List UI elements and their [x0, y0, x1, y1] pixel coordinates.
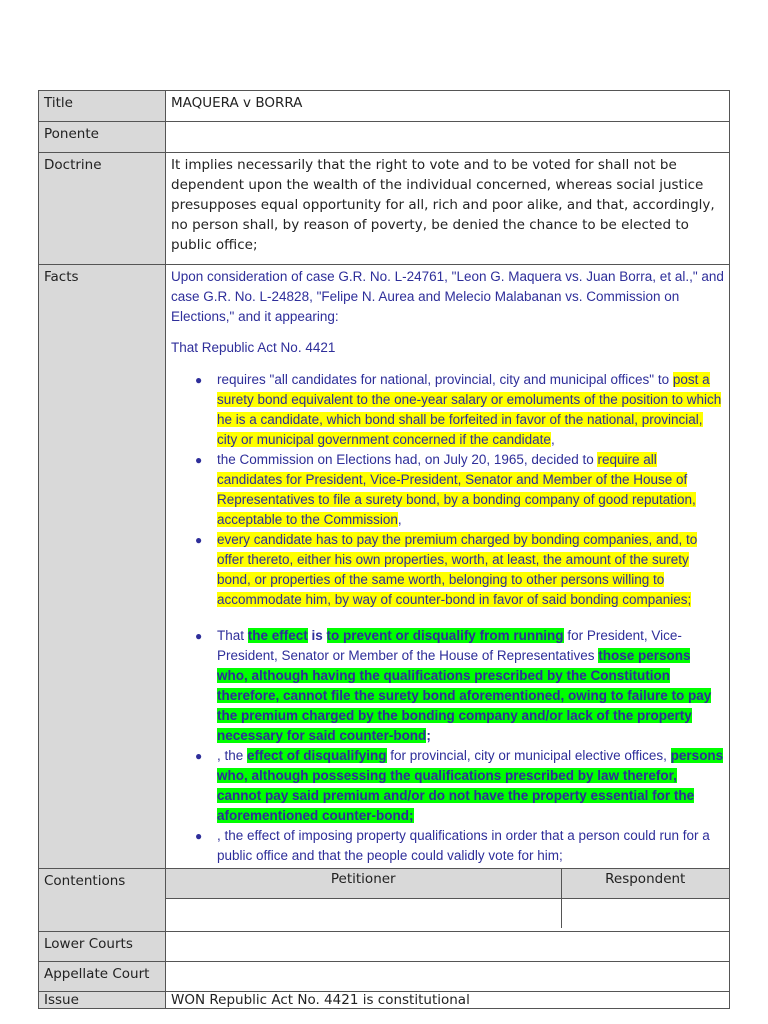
- facts-list-2: [171, 626, 724, 866]
- list-item: ● , the effect of imposing property qualifications in order that a person could run for a public office and that the people could validly vote for him;: [195, 828, 710, 863]
- facts-intro: Upon consideration of case G.R. No. L-24761, "Leon G. Maquera vs. Juan Borra, et al.," and case G.R. No. L-24828, "Felipe N. Aurea and Melecio Malabanan vs. Commission on Elections," and it appearing:: [171, 269, 724, 324]
- list-item: ● the Commission on Elections had, on July 20, 1965, decided to require all candidates for President, Vice-President, Senator and Member of the House of Representatives to file a surety bond, by a bonding company of good reputation, acceptable to the Commission,: [195, 452, 696, 527]
- issue-value: WON Republic Act No. 4421 is constitutional: [166, 992, 730, 1009]
- petitioner-header: Petitioner: [166, 869, 561, 899]
- respondent-contention: [561, 899, 729, 929]
- ponente-value: [166, 122, 730, 153]
- case-title: MAQUERA v BORRA: [166, 91, 730, 122]
- facts-republic-act: That Republic Act No. 4421: [171, 340, 336, 355]
- contentions-label: Contentions: [39, 869, 166, 932]
- bullet-icon: ●: [195, 453, 203, 467]
- appellate-court-value: [166, 962, 730, 992]
- facts-label: Facts: [39, 265, 166, 869]
- title-label: Title: [39, 91, 166, 122]
- list-item: ● requires "all candidates for national, provincial, city and municipal offices" to post a surety bond equivalent to the one-year salary or emoluments of the position to which he is a candidate, which bond shall be forfeited in favor of the national, provincial, city or municipal government concerned if the candidate,: [195, 372, 722, 447]
- issue-label: Issue: [39, 992, 166, 1009]
- bullet-icon: ●: [195, 829, 203, 843]
- doctrine-value: It implies necessarily that the right to vote and to be voted for shall not be dependent upon the wealth of the individual concerned, whereas social justice presupposes equal opportunity for all, rich and poor alike, and that, accordingly, no person shall, by reason of poverty, be denied the chance to be elected to public office;: [166, 153, 730, 265]
- ponente-label: Ponente: [39, 122, 166, 153]
- contentions-grid: [166, 869, 730, 932]
- facts-list-1: [171, 370, 724, 610]
- bullet-icon: ●: [195, 629, 203, 643]
- bullet-icon: ●: [195, 749, 203, 763]
- appellate-court-label: Appellate Court: [39, 962, 166, 992]
- bullet-icon: ●: [195, 373, 203, 387]
- list-item: ● every candidate has to pay the premium charged by bonding companies, and, to offer thereto, either his own properties, worth, at least, the amount of the surety bond, or properties of the same worth, belonging to other persons willing to accommodate him, by way of counter-bond in favor of said bonding companies;: [195, 532, 698, 607]
- doctrine-label: Doctrine: [39, 153, 166, 265]
- respondent-header: Respondent: [561, 869, 729, 899]
- list-item: ● , the effect of disqualifying for provincial, city or municipal elective offices, persons who, although possessing the qualifications prescribed by law therefor, cannot pay said premium and/or do not have the property essential for the aforementioned counter-bond;: [195, 748, 724, 823]
- lower-courts-value: [166, 932, 730, 962]
- case-digest-table: [38, 90, 730, 1009]
- facts-body: [166, 265, 730, 869]
- list-item: ● That the effect is to prevent or disqualify from running for President, Vice-President, Senator or Member of the House of Representatives those persons who, although having the qualifications prescribed by the Constitution therefore, cannot file the surety bond aforementioned, owing to failure to pay the premium charged by the bonding company and/or lack of the property necessary for said counter-bond;: [195, 628, 712, 743]
- bullet-icon: ●: [195, 533, 203, 547]
- petitioner-contention: [166, 899, 561, 929]
- lower-courts-label: Lower Courts: [39, 932, 166, 962]
